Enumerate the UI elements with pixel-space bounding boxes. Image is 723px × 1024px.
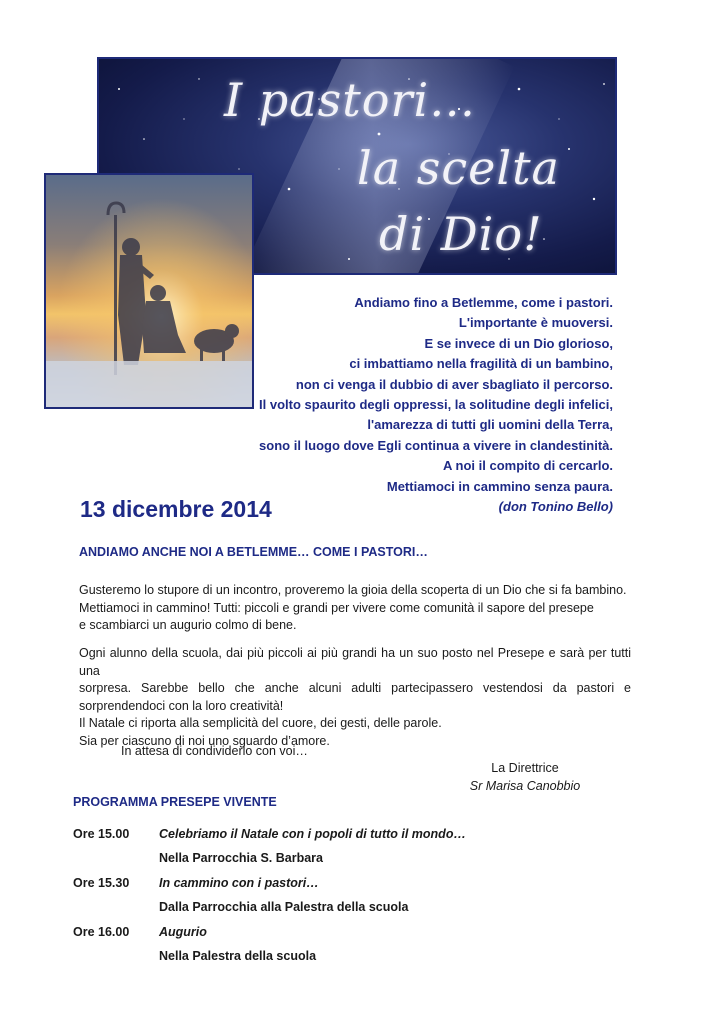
program-item-place: Dalla Parrocchia alla Palestra della scuola	[159, 900, 409, 914]
paragraph-line: Ogni alunno della scuola, dai più piccoli ai più grandi ha un suo posto nel Presepe e sarà per tutti una	[79, 646, 631, 678]
banner-title-line-2: la scelta	[357, 141, 560, 195]
paragraph-line: sorpresa. Sarebbe bello che anche alcuni adulti partecipassero vestendosi da pastori e	[79, 681, 631, 696]
banner-title-line-1: I pastori…	[224, 73, 477, 127]
quote-line: L'importante è muoversi.	[458, 315, 613, 331]
program-item-title: In cammino con i pastori…	[159, 876, 319, 890]
program-time: Ore 15.00	[73, 827, 130, 841]
intro-paragraph	[79, 582, 631, 635]
program-time: Ore 15.30	[73, 876, 130, 890]
program-title: PROGRAMMA PRESEPE VIVENTE	[73, 795, 277, 809]
quote-line: Mettiamoci in cammino senza paura.	[386, 478, 613, 494]
quote-line: l'amarezza di tutti gli uomini della Terra,	[367, 417, 613, 433]
program-item-place: Nella Palestra della scuola	[159, 949, 317, 963]
quote-line: sono il luogo dove Egli continua a vivere in clandestinità.	[259, 437, 613, 453]
program-item-title: Augurio	[159, 925, 207, 939]
quote-line: E se invece di un Dio glorioso,	[424, 335, 613, 351]
program-item-place: Nella Parrocchia S. Barbara	[159, 851, 323, 865]
paragraph-line: e scambiarci un augurio colmo di bene.	[79, 618, 297, 633]
section-title: ANDIAMO ANCHE NOI A BETLEMME… COME I PASTORI…	[79, 545, 428, 559]
quote-line: A noi il compito di cercarlo.	[443, 458, 613, 474]
program-item-title: Celebriamo il Natale con i popoli di tutto il mondo…	[159, 827, 466, 841]
body-paragraph	[79, 645, 631, 751]
banner-title-line-3: di Dio!	[379, 207, 543, 261]
quote-line: non ci venga il dubbio di aver sbagliato il percorso.	[295, 376, 613, 392]
paragraph-line: Sia per ciascuno di noi uno sguardo d’amore.	[79, 733, 330, 748]
paragraph-line: Gusteremo lo stupore di un incontro, proveremo la gioia della scoperta di un Dio che si fa bambino.	[79, 583, 627, 597]
quote-line: ci imbattiamo nella fragilità di un bambino,	[349, 356, 613, 372]
paragraph-line: Il Natale ci riporta alla semplicità del cuore, dei gesti, delle parole.	[79, 716, 442, 731]
signature-name: Sr Marisa Canobbio	[469, 778, 581, 793]
paragraph-line: sorprendendoci con la loro creatività!	[79, 698, 284, 713]
paragraph-line: Mettiamoci in cammino! Tutti: piccoli e grandi per vivere come comunità il sapore del presepe	[79, 600, 594, 615]
quote-line: Il volto spaurito degli oppressi, la solitudine degli infelici,	[259, 397, 613, 413]
quote-line: Andiamo fino a Betlemme, come i pastori.	[354, 295, 613, 310]
program-time: Ore 16.00	[73, 925, 130, 939]
closing-line: In attesa di condividerlo con voi…	[121, 744, 308, 758]
signature-block	[460, 760, 590, 795]
quote-block	[193, 293, 613, 517]
signature-role: La Direttrice	[491, 761, 559, 775]
quote-author: (don Tonino Bello)	[498, 499, 613, 515]
event-date: 13 dicembre 2014	[80, 496, 272, 522]
